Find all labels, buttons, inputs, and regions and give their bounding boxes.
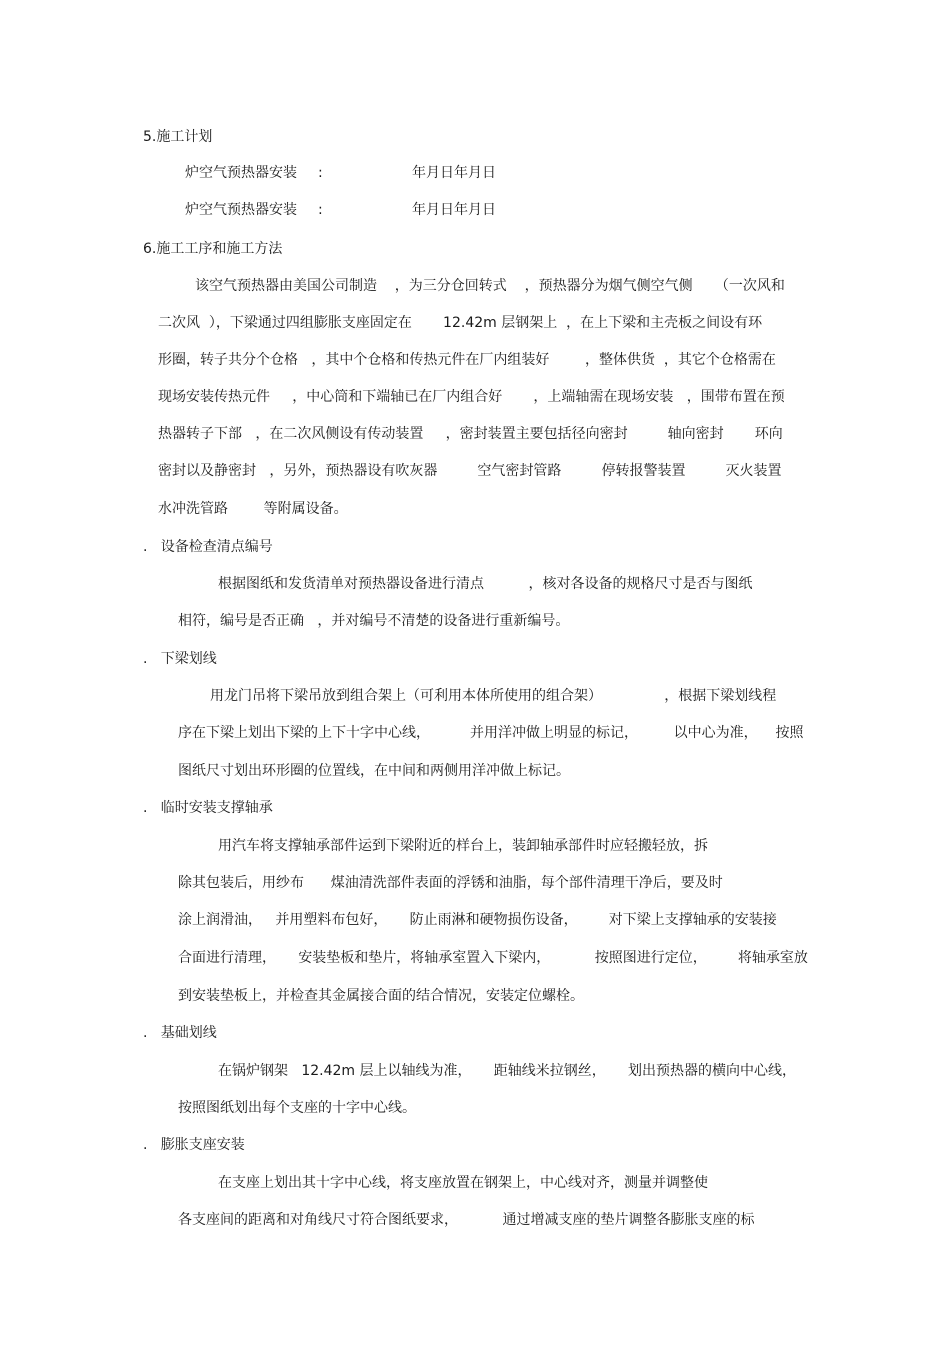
plan-colon-1: : <box>318 165 323 181</box>
step-heading: . 基础划线 <box>143 1025 217 1041</box>
step-line: 在锅炉钢架 12.42m 层上以轴线为准， 距轴线米拉钢丝， 划出预热器的横向中心线， <box>218 1063 797 1079</box>
section-5-heading: 5.施工计划 <box>143 129 213 145</box>
step-line: 相符，编号是否正确 ，并对编号不清楚的设备进行重新编号。 <box>178 613 570 629</box>
step-line: 除其包装后，用纱布 煤油清洗部件表面的浮锈和油脂，每个部件清理干净后，要及时 <box>178 875 723 891</box>
step-heading: . 设备检查清点编号 <box>143 539 273 555</box>
step-line: 用汽车将支撑轴承部件运到下梁附近的样台上，装卸轴承部件时应轻搬轻放，拆 <box>218 838 708 854</box>
step-heading: . 膨胀支座安装 <box>143 1137 245 1153</box>
intro-line: 现场安装传热元件 ，中心筒和下端轴已在厂内组合好 ，上端轴需在现场安装 ，围带布置在预 <box>158 389 785 405</box>
intro-line: 形圈，转子共分个仓格 ，其中个仓格和传热元件在厂内组装好 ，整体供货 ，其它个仓格需在 <box>158 352 776 368</box>
plan-item-2: 炉空气预热器安装 <box>185 202 297 218</box>
intro-line: 水冲洗管路 等附属设备。 <box>158 501 348 517</box>
step-line: 合面进行清理， 安装垫板和垫片，将轴承室置入下梁内， 按照图进行定位， 将轴承室放 <box>178 950 808 966</box>
intro-line: 二次风 ），下梁通过四组膨胀支座固定在 12.42m 层钢架上 ，在上下梁和主壳板之间设有环 <box>158 315 763 331</box>
step-line: 在支座上划出其十字中心线，将支座放置在钢架上，中心线对齐，测量并调整使 <box>218 1175 708 1191</box>
step-line: 各支座间的距离和对角线尺寸符合图纸要求， 通过增减支座的垫片调整各膨胀支座的标 <box>178 1212 755 1228</box>
intro-line: 热器转子下部 ，在二次风侧设有传动装置 ，密封装置主要包括径向密封 轴向密封 环向 <box>158 426 783 442</box>
step-heading: . 临时安装支撑轴承 <box>143 800 273 816</box>
step-line: 按照图纸划出每个支座的十字中心线。 <box>178 1100 416 1116</box>
step-line: 序在下梁上划出下梁的上下十字中心线， 并用洋冲做上明显的标记， 以中心为准， 按照 <box>178 725 804 741</box>
plan-dates-2: 年月日年月日 <box>412 202 496 218</box>
step-line: 根据图纸和发货清单对预热器设备进行清点 ，核对各设备的规格尺寸是否与图纸 <box>218 576 753 592</box>
plan-colon-2: : <box>318 202 323 218</box>
step-line: 到安装垫板上，并检查其金属接合面的结合情况，安装定位螺栓。 <box>178 988 584 1004</box>
intro-line: 密封以及静密封 ，另外，预热器设有吹灰器 空气密封管路 停转报警装置 灭火装置 <box>158 463 782 479</box>
plan-item-1: 炉空气预热器安装 <box>185 165 297 181</box>
step-heading: . 下梁划线 <box>143 651 217 667</box>
plan-dates-1: 年月日年月日 <box>412 165 496 181</box>
step-line: 用龙门吊将下梁吊放到组合架上（可利用本体所使用的组合架） ，根据下梁划线程 <box>210 688 777 704</box>
step-line: 涂上润滑油， 并用塑料布包好， 防止雨淋和硬物损伤设备， 对下梁上支撑轴承的安装接 <box>178 912 777 928</box>
section-6-heading: 6.施工工序和施工方法 <box>143 241 283 257</box>
step-line: 图纸尺寸划出环形圈的位置线，在中间和两侧用洋冲做上标记。 <box>178 763 570 779</box>
intro-line: 该空气预热器由美国公司制造 ，为三分仓回转式 ，预热器分为烟气侧空气侧 （一次风和 <box>195 278 785 294</box>
